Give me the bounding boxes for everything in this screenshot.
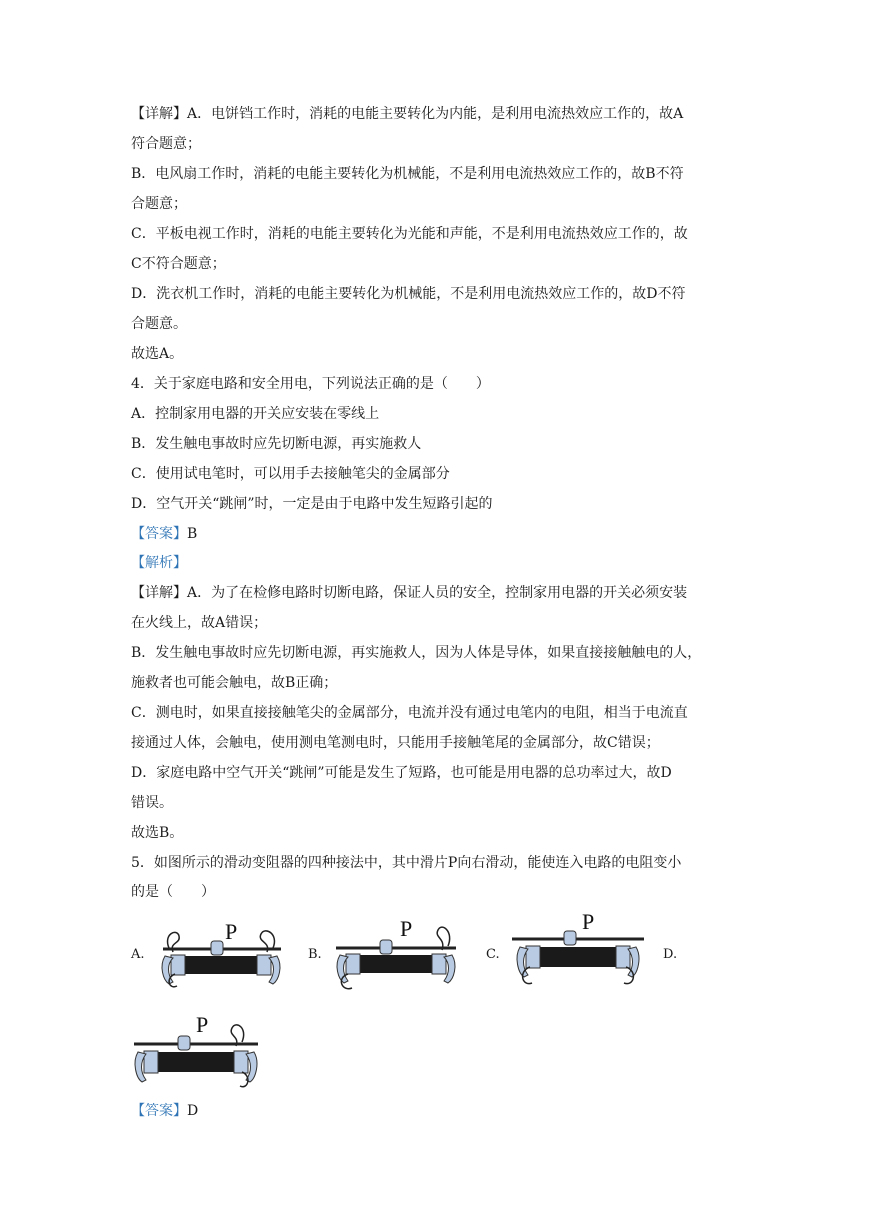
q4-detail-line-3: B．发生触电事故时应先切断电源，再实施救人，因为人体是导体，如果直接接触触电的人， (131, 645, 702, 661)
q4-conclusion: 故选B。 (131, 825, 184, 841)
q4-detail-line-7: D．家庭电路中空气开关“跳闸”可能是发生了短路，也可能是用电器的总功率过大，故D (131, 765, 672, 781)
q4-answer (131, 524, 197, 544)
q4-detail-line-6: 接通过人体，会触电，使用测电笔测电时，只能用手接触笔尾的金属部分，故C错误； (131, 735, 660, 751)
q3-detail-line-7: D．洗衣机工作时，消耗的电能主要转化为机械能，不是利用电流热效应工作的，故D不符 (131, 286, 686, 302)
q5-answer (131, 1101, 198, 1121)
q4-detail-line-8: 错误。 (131, 795, 173, 811)
slider-label-c: P (582, 909, 595, 934)
q5-option-label-a: A. (131, 947, 145, 962)
q5-stem-line-1: 5．如图所示的滑动变阻器的四种接法中，其中滑片P向右滑动，能使连入电路的电阻变小 (131, 855, 682, 871)
answer-value: B (187, 526, 198, 542)
q4-option-c: C．使用试电笔时，可以用手去接触笔尖的金属部分 (131, 466, 450, 482)
slider-label-d: P (196, 1012, 209, 1037)
q3-detail-line-5: C．平板电视工作时，消耗的电能主要转化为光能和声能，不是利用电流热效应工作的，故 (131, 226, 688, 242)
rheostat-figure-c (508, 907, 648, 997)
q3-detail-line-8: 合题意。 (131, 316, 187, 332)
q4-detail-line-4: 施救者也可能会触电，故B正确； (131, 675, 338, 691)
q5-option-label-d: D. (663, 947, 678, 962)
q5-stem-line-2: 的是（ ） (131, 884, 215, 900)
rheostat-figure-b (330, 910, 462, 996)
q5-option-label-c: C. (486, 947, 500, 962)
q5-option-label-b: B. (308, 947, 322, 962)
q4-detail-line-2: 在火线上，故A错误； (131, 615, 268, 631)
rheostat-figure-a (155, 912, 287, 994)
slider-label-b: P (400, 916, 413, 941)
rheostat-figure-d (130, 1012, 262, 1094)
detail-tag: 【详解】 (131, 585, 187, 601)
q3-detail-line-4: 合题意； (131, 196, 187, 212)
q4-option-b: B．发生触电事故时应先切断电源，再实施救人 (131, 436, 422, 452)
answer-value: D (187, 1103, 199, 1119)
q3-detail-line-6: C不符合题意； (131, 256, 226, 272)
detail-tag: 【详解】 (131, 106, 187, 122)
q3-detail-line-3: B．电风扇工作时，消耗的电能主要转化为机械能，不是利用电流热效应工作的，故B不符 (131, 166, 684, 182)
q4-option-a: A．控制家用电器的开关应安装在零线上 (131, 406, 380, 422)
q4-detail-line-5: C．测电时，如果直接接触笔尖的金属部分，电流并没有通过电笔内的电阻，相当于电流直 (131, 705, 688, 721)
answer-tag: 【答案】 (131, 1103, 187, 1119)
q4-analysis-tag: 【解析】 (131, 555, 187, 571)
q3-detail-line-2: 符合题意； (131, 136, 201, 152)
q3-conclusion: 故选A。 (131, 346, 184, 362)
q4-stem: 4．关于家庭电路和安全用电，下列说法正确的是（ ） (131, 376, 490, 392)
slider-label-a: P (225, 919, 238, 944)
answer-tag: 【答案】 (131, 526, 187, 542)
q4-detail-line-1: 【详解】A．为了在检修电路时切断电路，保证人员的安全，控制家用电器的开关必须安装 (131, 585, 688, 601)
q4-option-d: D．空气开关“跳闸”时，一定是由于电路中发生短路引起的 (131, 496, 493, 512)
q3-detail-line-1: 【详解】A．电饼铛工作时，消耗的电能主要转化为内能，是利用电流热效应工作的，故A (131, 106, 684, 122)
